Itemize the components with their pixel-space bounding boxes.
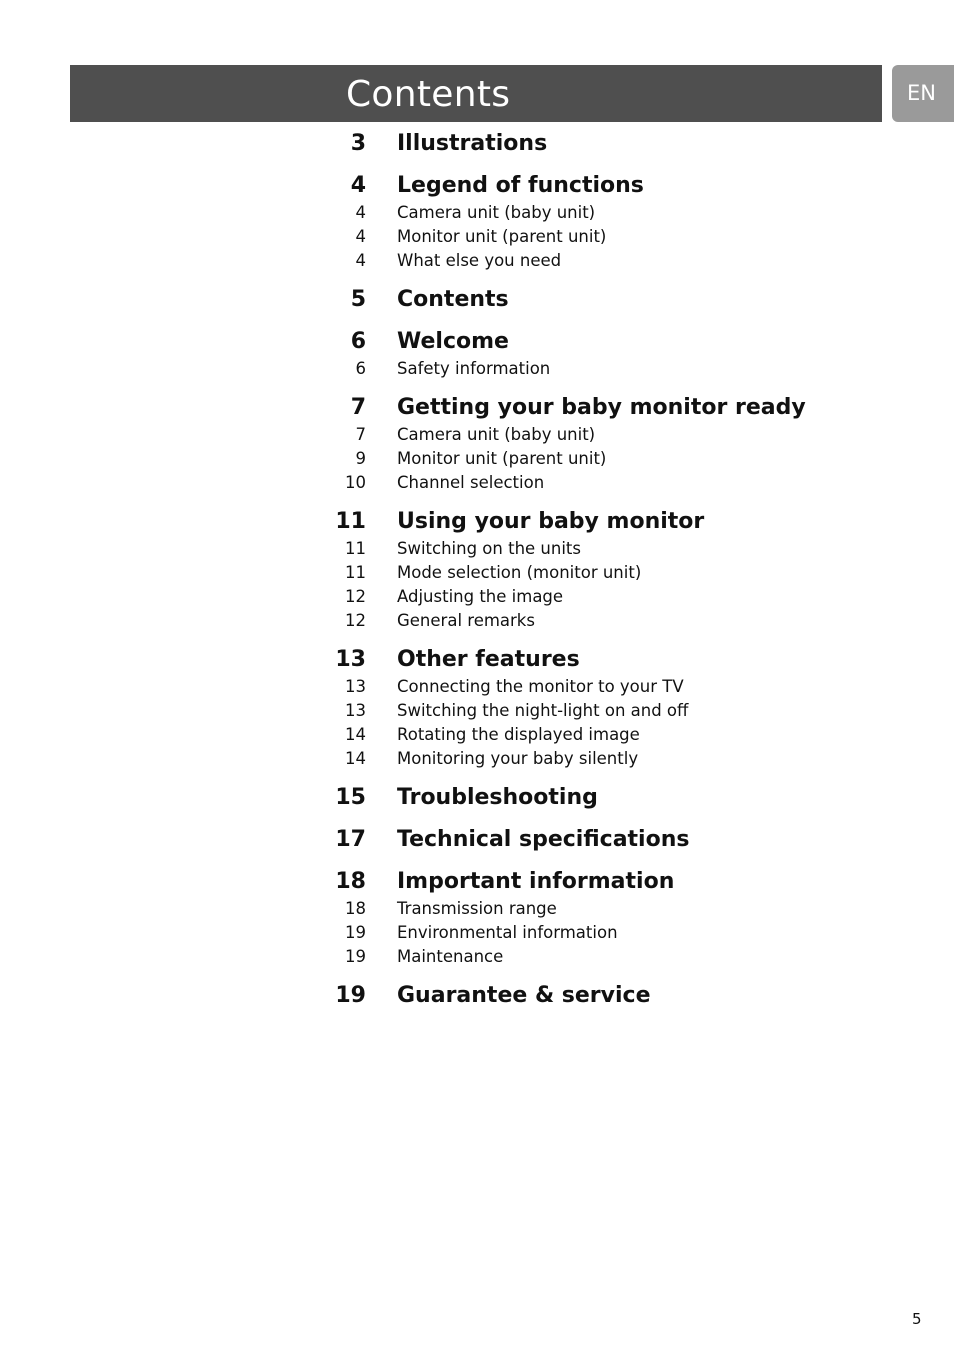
toc-subentry-page-number: 4 — [355, 251, 366, 270]
toc-entry-page-number: 3 — [350, 131, 366, 156]
toc-subentry[interactable] — [334, 921, 894, 945]
toc-subentry-title: General remarks — [397, 611, 535, 630]
toc-entry-title: Guarantee & service — [397, 983, 651, 1008]
toc-section — [334, 506, 894, 633]
toc-subentry-page-number: 11 — [345, 563, 366, 582]
toc-entry-page-number: 4 — [350, 173, 366, 198]
toc-subentry[interactable] — [334, 357, 894, 381]
toc-subentry-title: Camera unit (baby unit) — [397, 425, 596, 444]
toc-subentry-title: Camera unit (baby unit) — [397, 203, 596, 222]
toc-entry-title: Other features — [397, 647, 580, 672]
language-tab: EN — [892, 65, 954, 122]
toc-subentry[interactable] — [334, 897, 894, 921]
toc-section — [334, 824, 894, 855]
toc-entry-title: Contents — [397, 287, 509, 312]
toc-entry-title: Using your baby monitor — [397, 509, 705, 534]
page-title: Contents — [346, 74, 511, 115]
toc-section — [334, 128, 894, 159]
toc-subentry[interactable] — [334, 675, 894, 699]
toc-subentry-page-number: 4 — [355, 227, 366, 246]
toc-subentry[interactable] — [334, 423, 894, 447]
toc-subentry-page-number: 19 — [345, 923, 366, 942]
toc-subentry[interactable] — [334, 609, 894, 633]
toc-subentry-title: Mode selection (monitor unit) — [397, 563, 642, 582]
toc-entry[interactable] — [334, 284, 894, 315]
toc-subentry-page-number: 14 — [345, 725, 366, 744]
toc-subentry-page-number: 12 — [345, 611, 366, 630]
toc-subentry-page-number: 19 — [345, 947, 366, 966]
toc-subentry[interactable] — [334, 945, 894, 969]
toc-entry[interactable] — [334, 128, 894, 159]
toc-section — [334, 326, 894, 381]
toc-subentry[interactable] — [334, 225, 894, 249]
contents-title-bar — [70, 65, 882, 122]
toc-entry-page-number: 5 — [350, 287, 366, 312]
toc-subentry[interactable] — [334, 471, 894, 495]
toc-subentry-title: Channel selection — [397, 473, 545, 492]
toc-subentry-title: Safety information — [397, 359, 551, 378]
toc-subentry-page-number: 6 — [355, 359, 366, 378]
toc-entry-page-number: 19 — [335, 983, 366, 1008]
toc-entry[interactable] — [334, 782, 894, 813]
toc-entry[interactable] — [334, 824, 894, 855]
table-of-contents — [334, 128, 894, 1022]
toc-section — [334, 284, 894, 315]
toc-subentry-title: Transmission range — [397, 899, 557, 918]
toc-subentry-title: Switching the night-light on and off — [397, 701, 689, 720]
toc-entry[interactable] — [334, 980, 894, 1011]
toc-subentry-title: Adjusting the image — [397, 587, 564, 606]
toc-entry-title: Illustrations — [397, 131, 548, 156]
toc-entry-title: Technical specifications — [397, 827, 690, 852]
toc-subentry[interactable] — [334, 537, 894, 561]
toc-subentry[interactable] — [334, 447, 894, 471]
toc-subentry-page-number: 18 — [345, 899, 366, 918]
toc-entry-title: Welcome — [397, 329, 509, 354]
toc-subentry-title: Monitor unit (parent unit) — [397, 449, 607, 468]
toc-section — [334, 644, 894, 771]
toc-subentry-page-number: 4 — [355, 203, 366, 222]
toc-subentry-title: Maintenance — [397, 947, 504, 966]
toc-entry-page-number: 18 — [335, 869, 366, 894]
toc-subentry-title: Environmental information — [397, 923, 618, 942]
toc-section — [334, 392, 894, 495]
toc-section — [334, 980, 894, 1011]
toc-entry-page-number: 11 — [335, 509, 366, 534]
toc-subentry-title: Monitoring your baby silently — [397, 749, 639, 768]
toc-section — [334, 866, 894, 969]
toc-entry-title: Legend of functions — [397, 173, 644, 198]
toc-subentry-title: Monitor unit (parent unit) — [397, 227, 607, 246]
toc-section — [334, 782, 894, 813]
toc-subentry-page-number: 7 — [355, 425, 366, 444]
toc-subentry-page-number: 9 — [355, 449, 366, 468]
toc-subentry-page-number: 13 — [345, 701, 366, 720]
toc-subentry[interactable] — [334, 585, 894, 609]
toc-section — [334, 170, 894, 273]
toc-entry[interactable] — [334, 866, 894, 897]
toc-entry[interactable] — [334, 506, 894, 537]
toc-subentry-title: Switching on the units — [397, 539, 581, 558]
toc-subentry-title: Rotating the displayed image — [397, 725, 640, 744]
toc-entry[interactable] — [334, 170, 894, 201]
toc-entry-page-number: 7 — [350, 395, 366, 420]
toc-subentry-page-number: 12 — [345, 587, 366, 606]
toc-subentry-page-number: 14 — [345, 749, 366, 768]
toc-entry-page-number: 13 — [335, 647, 366, 672]
toc-subentry-title: Connecting the monitor to your TV — [397, 677, 684, 696]
toc-entry-page-number: 17 — [335, 827, 366, 852]
toc-subentry-page-number: 13 — [345, 677, 366, 696]
toc-subentry[interactable] — [334, 201, 894, 225]
toc-subentry-title: What else you need — [397, 251, 562, 270]
toc-entry[interactable] — [334, 326, 894, 357]
toc-subentry[interactable] — [334, 249, 894, 273]
toc-subentry-page-number: 10 — [345, 473, 366, 492]
toc-subentry[interactable] — [334, 723, 894, 747]
toc-subentry[interactable] — [334, 561, 894, 585]
toc-subentry[interactable] — [334, 699, 894, 723]
toc-entry[interactable] — [334, 644, 894, 675]
toc-subentry[interactable] — [334, 747, 894, 771]
toc-entry-page-number: 6 — [350, 329, 366, 354]
toc-entry[interactable] — [334, 392, 894, 423]
toc-subentry-page-number: 11 — [345, 539, 366, 558]
toc-entry-title: Important information — [397, 869, 675, 894]
toc-entry-title: Troubleshooting — [397, 785, 598, 810]
toc-entry-page-number: 15 — [335, 785, 366, 810]
page-number: 5 — [912, 1310, 922, 1328]
toc-entry-title: Getting your baby monitor ready — [397, 395, 806, 420]
